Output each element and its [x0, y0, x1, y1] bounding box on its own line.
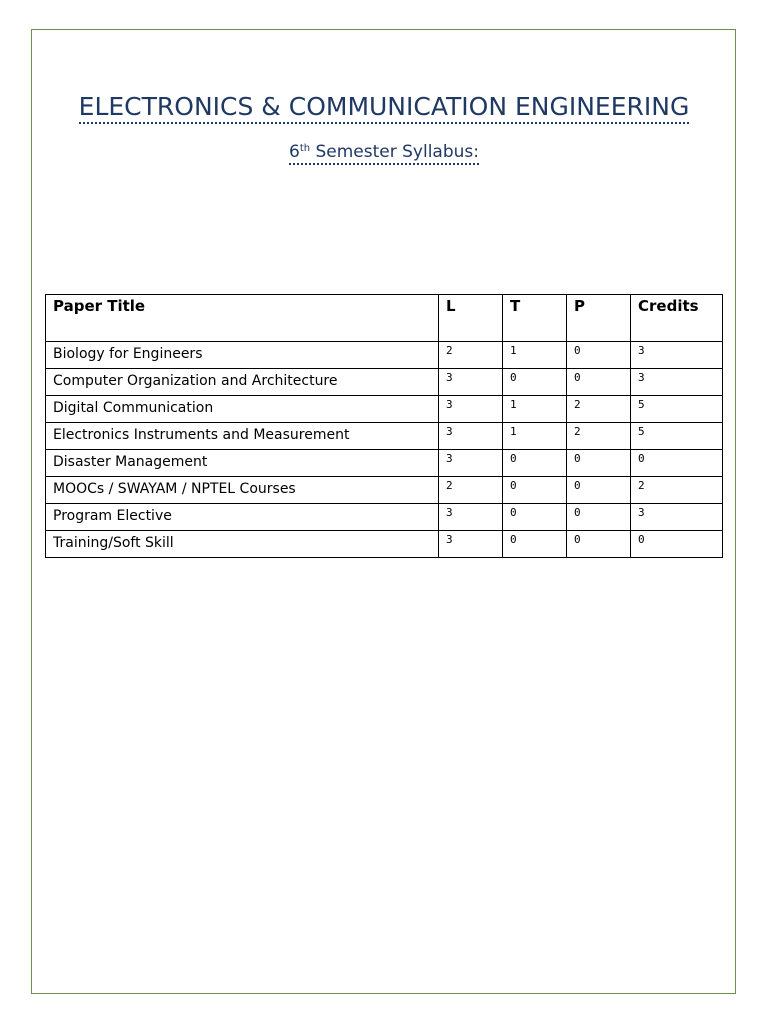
cell-credits: 5: [631, 396, 723, 423]
cell-t: 0: [503, 477, 567, 504]
subtitle-number: 6: [288, 142, 300, 162]
cell-p: 2: [567, 423, 631, 450]
cell-title: Digital Communication: [46, 396, 439, 423]
cell-t: 1: [503, 342, 567, 369]
cell-credits: 2: [631, 477, 723, 504]
cell-title: Disaster Management: [46, 450, 439, 477]
cell-t: 1: [503, 423, 567, 450]
subtitle-superscript: th: [299, 143, 311, 154]
cell-l: 3: [439, 504, 503, 531]
document-subtitle: [0, 142, 768, 162]
header-paper-title: Paper Title: [46, 295, 439, 342]
cell-title: MOOCs / SWAYAM / NPTEL Courses: [46, 477, 439, 504]
subtitle-text: Semester Syllabus:: [310, 142, 479, 162]
cell-title: Computer Organization and Architecture: [46, 369, 439, 396]
cell-credits: 0: [631, 531, 723, 558]
cell-t: 0: [503, 504, 567, 531]
header-p: P: [567, 295, 631, 342]
table-row: [46, 369, 723, 396]
cell-l: 3: [439, 450, 503, 477]
cell-l: 3: [439, 531, 503, 558]
cell-l: 2: [439, 477, 503, 504]
cell-title: Biology for Engineers: [46, 342, 439, 369]
cell-title: Program Elective: [46, 504, 439, 531]
cell-p: 2: [567, 396, 631, 423]
cell-title: Electronics Instruments and Measurement: [46, 423, 439, 450]
header-l: L: [439, 295, 503, 342]
cell-credits: 5: [631, 423, 723, 450]
table-row: [46, 477, 723, 504]
table-header-row: [46, 295, 723, 342]
table-row: [46, 423, 723, 450]
cell-l: 3: [439, 396, 503, 423]
cell-credits: 3: [631, 504, 723, 531]
document-title: [0, 92, 768, 121]
cell-title: Training/Soft Skill: [46, 531, 439, 558]
header-t: T: [503, 295, 567, 342]
subtitle-wrap: [289, 142, 479, 165]
document-title-text: ELECTRONICS & COMMUNICATION ENGINEERING: [79, 92, 690, 124]
cell-p: 0: [567, 531, 631, 558]
cell-t: 0: [503, 369, 567, 396]
header-credits: Credits: [631, 295, 723, 342]
cell-p: 0: [567, 477, 631, 504]
cell-t: 1: [503, 396, 567, 423]
table-row: [46, 531, 723, 558]
cell-p: 0: [567, 450, 631, 477]
syllabus-table: [45, 294, 723, 558]
cell-p: 0: [567, 342, 631, 369]
cell-l: 3: [439, 369, 503, 396]
cell-l: 2: [439, 342, 503, 369]
cell-p: 0: [567, 369, 631, 396]
table-row: [46, 396, 723, 423]
cell-credits: 0: [631, 450, 723, 477]
cell-t: 0: [503, 531, 567, 558]
cell-l: 3: [439, 423, 503, 450]
cell-p: 0: [567, 504, 631, 531]
cell-credits: 3: [631, 369, 723, 396]
cell-t: 0: [503, 450, 567, 477]
table-row: [46, 450, 723, 477]
table-row: [46, 504, 723, 531]
table-row: [46, 342, 723, 369]
cell-credits: 3: [631, 342, 723, 369]
